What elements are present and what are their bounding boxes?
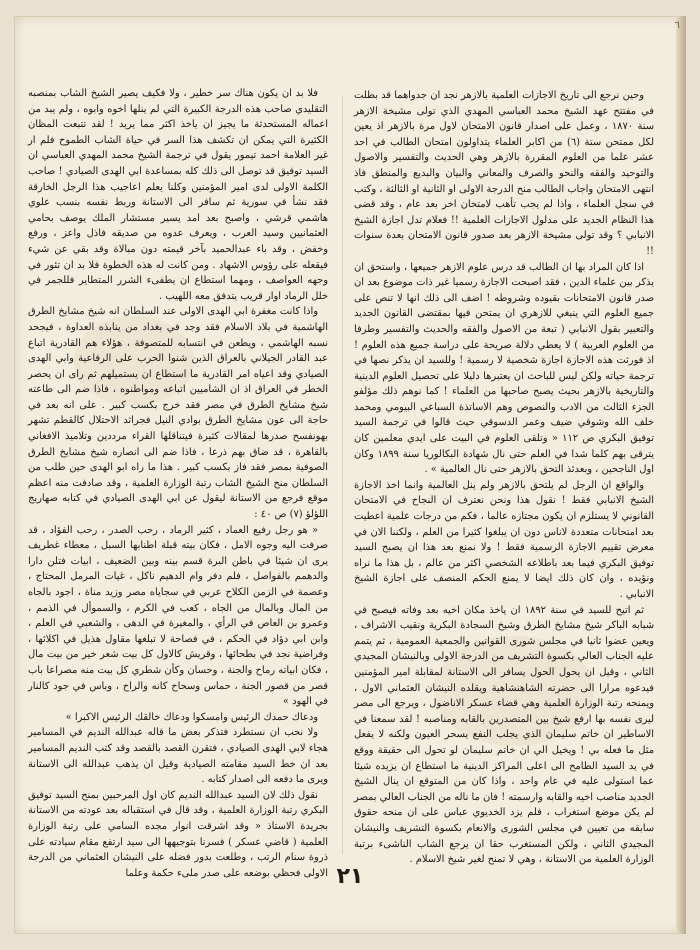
verse-line: ودعاك حمدك الرئيس وامسكوا ودعاك خالقك الرئيس الاكبرا »	[65, 711, 318, 723]
paragraph: فلا بد ان يكون هناك سر خطير ، ولا فكيف يصير الشيخ الشاب بمنصبه التقليدي صاحب هذه الدرجة الكبيرة التي لم ينلها اخوه وابوه ، ولم يبد من اعماله المستحدثة ما يجيز ان ياخذ اكثر مما يريد ! لقد تتبعت المظان الكثيرة التي يمكن ان تكشف هذا السر في حياة الشاب الطموح فلم ار غير العلامة احمد تيمور يقول في ترجمة الشيخ محمد المهدي العباسي ان السيد توفيق قد توصل الى ذلك كله بمساعدة ابي الهدى الصيادي ! صاحب الكلمة الاولى لدى امير المؤمنين وكلنا يعلم اعاجيب هذا الرجل الخارقة فقد نشأ في سورية ثم سافر الى الاستانة وربط نفسه بنسب علوي هاشمي قرشي ، واصبح بعد امد يسير مستشار الملك يوصف بحامي العثمانيين وسيد العرب ، ويعرف عدوه من صديقه فاذل واعز ، ورفع وخفض ، وقد باء عبدالحميد بآخر قيمته دون مبالاة وقد بقي عن شيء فيقعله على رؤوس الاشهاد . ومن كانت له هذه الخطوة فلا بد ان تئور في وجهه العواصف ، ومهما استطاع ان يطفىء الشرر المتطاير فللجمر في خلل الرماد اوار قريب يتدفق معه اللهيب .	[28, 88, 328, 302]
paragraph: ثم اتيح للسيد في سنة ١٨٩٢ ان ياخذ مكان اخيه بعد وفاته فيصبح في شبابه الباكر شيخ مشايخ الطرق وشيخ السجادة البكرية ونقيب الاشراف ، ويعين عضوا ثانيا في مجلس شورى القوانين والجمعية العمومية ، ثم يتمم عليه الجناب العالي بكسوة التشريف من الدرجة الاولى وبالنيشان المجيدي الثاني ، وقيل ان يحول الحول يسافر الى الاستانة لمقابلة امير المؤمنين فيدعوه مرارا الى حضرته الشاهنشاهية ويقلده النيشان العثماني الاول ، ويمنحه رتبة الوزارة العلمية وهي قضاء عسكر الاناضول ، ويرجع الى مصر ليرى نفسه بها ارفع شيخ بين المتصدرين بالقابه ومناصبه ! لقد سمعنا في الاساطير ان خاتم سليمان الذي يجلب النفع يسحر العيون ولكنه لا يفعل مثل ما فعله بي ! ويخيل الي ان خاتم سليمان لو تحول الى حقيقة ووقع في يد السيد الطامح الى اعلى المراكز الدينية ما استطاع ان يزيده شيئا عما استولى عليه في عام واحد ، واذا كان من المتوقع ان ينال الشيخ الجديد مناصب اخيه والقابه وارسمته ! فان ما ناله من الجناب العالي بمصر لم يكن موضع استغراب ، فلم يزد الخديوي عباس على ان منحه حقوق سابقه من تعيين في مجلس الشورى والانعام بكسوة التشريف والنيشان المجيدي الثاني ، ولكن المستغرب حقا ان يرجع الشاب الناشىء برتبة الوزارة العلمية من الاستانة ، وهي لا تمنح لغير شيخ الاسلام .	[354, 604, 654, 866]
page-number: ٢١	[336, 864, 364, 889]
paragraph: وحين نرجع الى تاريخ الاجازات العلمية بالازهر نجد ان جدواهما قد بطلت في مفتتح عهد الشيخ محمد العباسي المهدي الذي تولى مشيخة الازهر سنة ١٨٧٠ ، وعمل على اصدار قانون الامتحان لاول مرة بالازهر اذ يعين لكل ممتحن ستة (٦) من اكابر العلماء يتداولون امتحان الطالب في احد عشر علما من العلوم المقررة بالازهر وهي الحديث والتفسير والاصول والتوحيد والفقه والنحو والصرف والمعاني والبيان والبديع والمنطق فاذ انتهى الامتحان واجاب الطالب منح الدرجة الاولى او الثانية او الثالثة ، وكتب في سجل العلماء ، واذا لم يجب تأهب لامتحان اخر بعد عام ، وقد قضى هذا النظام الجديد على مدلول الاجازات العلمية !! فعلام تدل اجازة الشيخ الانبابي ؟ وقد تولى مشيخة الازهر بعد صدور قانون الامتحان بعدة سنوات !!	[354, 90, 655, 257]
paragraph: اذا كان المراد بها ان الطالب قد درس علوم الازهر جميعها ، واستحق ان يذكر بين علماء الدين ، فقد اصبحت الاجازة رسميا غير ذات موضوع بعد ان صدر قانون الامتحانات بقيوده وشروطه ! اضف الى ذلك انها لا تنص على جميع العلوم التي ينبغي للازهري ان يمتحن فيها بمقتضى القانون الجديد والتعبير بقول الانبابي ( تبعة من الاصول والفقه والحديث والتفسير وطرفا من العلوم العربية ) لا يعطي دلالة صريحة على دراسة جميع هذه العلوم !اذ فورثت هذه الاجازة اجازة شخصية لا رسمية ! وللسيد ان يذكر نصها في ترجمة حياته ولكن ليس للباحث ان يعتبرها دليلا على تحصيل العلوم الدينية والتاريخية بالازهر بحيث يصبح صاحبها من العلماء ! كما نوهم ذلك مؤلفو الجزء الثالث من الادب والنصوص وهم الاساتذة السباعي البيومي ومحمد خلف الله وشوقي ضيف وعمر الدسوقي حيث قالوا في ترجمة السيد توفيق البكري ص ١١٢ « وتلقى العلوم في البيت على ايدي معلمين كان يترقى بهم كلما شدا في العلم حتى نال شهادة البكالوريا سنة ١٨٩٩ وكان اول الناجحين ، وبعدئذ التحق بالازهر حتى نال العالمية » .	[354, 261, 654, 476]
paragraph: واذا كانت مغفرة ابي الهدى الاولى عند السلطان انه شيخ مشايخ الطرق الهاشمية في بلاد الاسلام فقد وجد في بغداد من ينابذه العداوة ، فيجحد نسبه الهاشمي ، ويطعن في انتسابه للمتصوفة ، هؤلاء هم القادرية اتباع عبد القادر الجيلاني بالعراق الذين شنوا الحرب على الرفاعية وابي الهدى الصيادي وقد اعياه امر القادرية ما استطاع ان يستميلهم ثم راى ان يحصر الخطر في العراق اذ ان الشاميين اتباعه ومواطنوه ، فاذا ضم الى طاعته شيخ مشايخ الطرق في مصر فقد خرج بكسب كبير . على انه بعد في حاجة الى عون مشايخ الطرق بوادي النيل فجراثد الاحتلال كالقطم تشهر بهونفسح صدرها لمقالات كثيرة فيتناقلها القراء مرددين وتلاميذ الافغاني بالقاهرة ، قد ضاق بهم ذرعا ، فاذا ضم الى انصاره شيخ مشايخ الطرق الصوفية بمصر فقد فاز بكسب كبير . هذا ما راه ابو الهدى حين طلب من السلطان منح الشيخ الشاب رتبة الوزارة العلمية ، وقد صادفت منه اعظم موقع فرجع من الاستانة ليقول عن ابي الهدى الصيادي في كتابه صهاريج اللؤلؤ (٧) ص ٤٠ :	[28, 306, 328, 521]
right-column	[354, 88, 654, 868]
paragraph: نقول ذلك لان السيد عبدالله النديم كان اول المرحبين بمنح السيد توفيق البكري رتبة الوزارة العلمية ، وقد قال في استقباله بعد عودته من الاستانة بجريدة الاستاذ « وقد اشرقت انوار مجده السامي على رتبة الوزارة العلمية ( قاضي عسكر ) فسرنا بتوجيهها الى سيد ارتفع مقام سيادته على ذروة سنام الرتب ، وطلعت بدور فضله على النيشان العثماني من الدرجة الاولى فحظي بوضعه على صدر ملىء حكمة وعلما	[28, 789, 328, 879]
page	[14, 16, 686, 934]
paragraph: والواقع ان الرجل لم يلتحق بالازهر ولم ينل العالمية وانما اخذ الاجازة الشيخ الانبابي فقط ! نقول هذا ونحن نعترف ان النجاح في الامتحان القانوني لا يستلزم ان يكون مجتازه عالما ، فكم من درجات علمية اعطيت بعد امتحانات متعددة لاناس دون ان يبلغوا كثيرا من العلم ، ولكننا الان في معرض تقييم الاجازة الرسمية فقط ! ولا نمنع بعد هذا ان يصبح السيد توفيق البكري فيما بعد باطلاعه الشخصي اكثر من عالم ، بل هذا ما نراه ونؤيده ، وان كان ذلك ايضا لا يمنع الحكم المنصف على اجازة الشيخ الانبابي .	[354, 479, 654, 600]
page-binding	[676, 16, 686, 934]
column-gutter	[342, 96, 343, 854]
corner-mark: ٦	[674, 20, 680, 31]
left-column	[28, 86, 328, 881]
quote-paragraph: « هو رجل رفيع العماد ، كثير الرماد ، رحب الصدر ، رحب الفؤاد ، قد صرفت اليه وجوه الامل ، فكان بيته قبلة اطنابها السبل ، معطاء غطريف يرى ان شيئا في باطن البرة قسم بينه وبين الضعيف ، ابيات فتلن دارا والدهمم بالفواصل ، فلم دفر وام الدهيم ناكل ، غيات المرمل المحتاج ، وعصمة في الزمن الكلاح عربي في سجاياه مصر وزيد مناة ، اجود بالجاه من المال وبالمال من الجاه ، كعب في الكرم ، والسموأل في الذمم ، وعمرو بن العاص في الرأي ، والمغيرة في الدهى ، والشعبي في العلم ، وابن ابي دؤاد في الحكم ، في فصاحة لا تبلغها مقاول هذيل في اكلائها ، وفراضية نجد في بطحائها ، وقريش كالاول كل بيت شعر خير من بيت مال ، فكان ابياته رماح والجنة ، وحسان وكأن شطري كل بيت منه مصراعا باب قصر من قصور الجنة ، حماس وسحاح كانه والراح ، وباس في جود كالنار في الهود »	[28, 524, 328, 708]
paragraph: ولا نحب ان نستطرد فتذكر بعض ما قاله عبدالله النديم في المسامير هجاء لابي الهدى الصيادي ، فتقرن القصد بالقصد وقد كتب النديم المسامير بعد ان خط السيد مقامته الصيادية وقيل ان يذهب عبدالله الى الاستانة ويرى ما دفعه الى اصدار كتابه .	[28, 727, 328, 786]
